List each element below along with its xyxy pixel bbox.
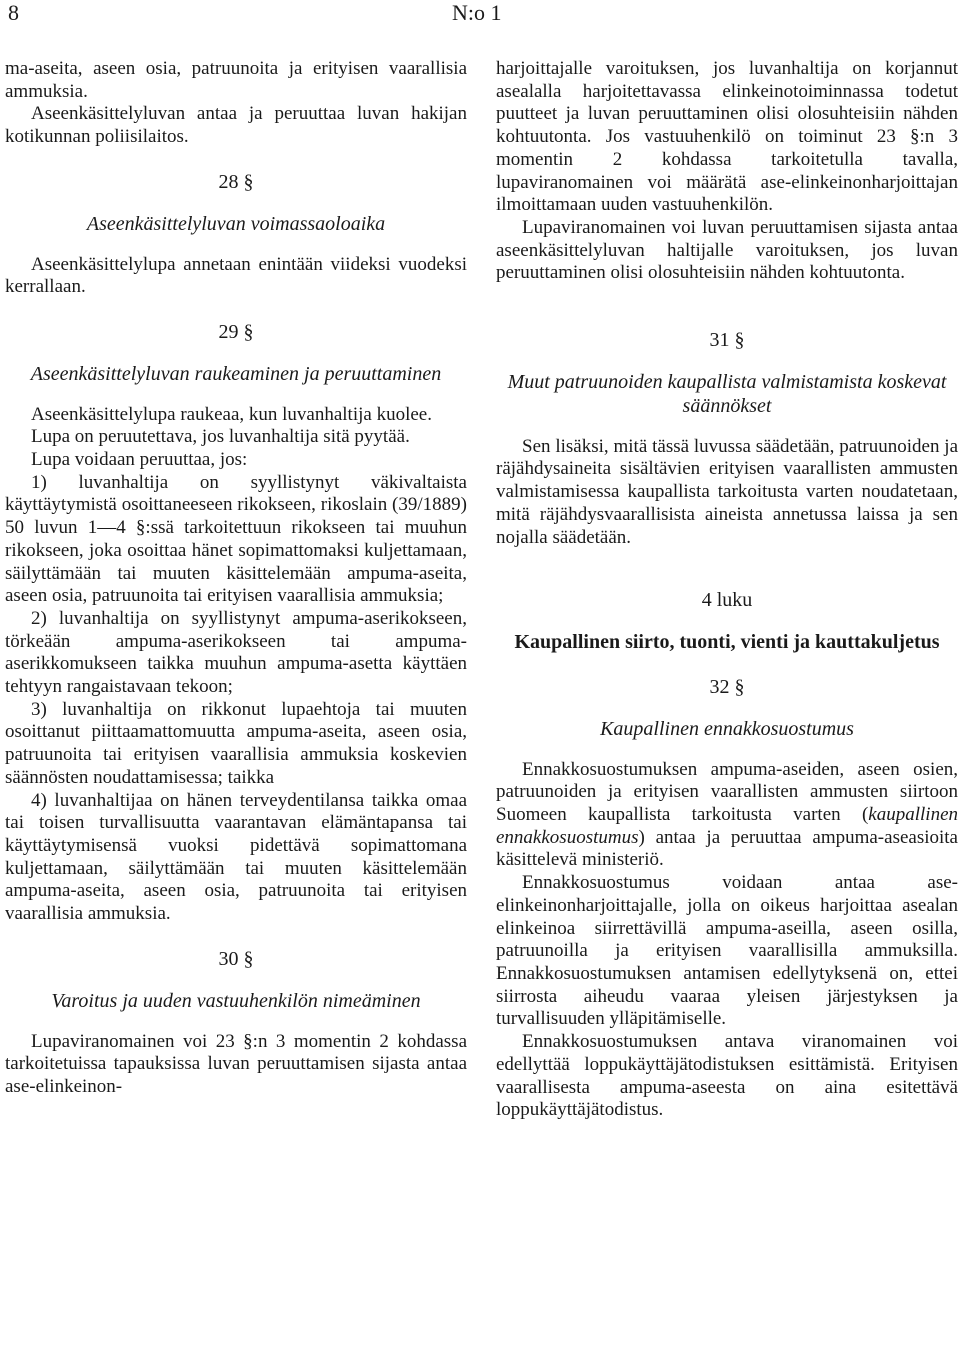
paragraph: harjoittajalle varoituksen, jos luvanhaltija on korjannut asealalla harjoitettavassa elinkeinotoiminnassa todetut puutteet ja luvan peruuttaminen olisi olosuhteisiin nähden kohtuutonta. Jos vastuuhenkilö on toiminut 23 §:n 3 momentin 2 kohdassa tarkoitetulla tavalla, lupaviranomainen voi määrätä ase-elinkeinonharjoittajan ilmoittamaan uuden vastuuhenkilön. xyxy=(496,58,958,216)
section-title: Kaupallinen ennakkosuostumus xyxy=(600,717,854,740)
section-number: 30 § xyxy=(218,947,254,970)
chapter-title: Kaupallinen siirto, tuonti, vienti ja kauttakuljetus xyxy=(514,630,940,653)
left-column xyxy=(5,58,467,1099)
paragraph: Lupa voidaan peruuttaa, jos: xyxy=(31,449,248,471)
page-number: 8 xyxy=(8,0,19,25)
issue-number: N:o 1 xyxy=(452,0,502,25)
section-number: 31 § xyxy=(709,329,745,352)
section-number: 32 § xyxy=(709,675,745,698)
list-item: 1) luvanhaltija on syyllistynyt väkivaltaista käyttäytymistä osoittaneeseen rikokseen, rikoslain (39/1889) 50 luvun 1—4 §:ssä tarkoitettuun rikokseen tai muuhun rikokseen, joka osoittaa hänet sopimattomaksi kuljettamaan, säilyttämään tai muuten käsittelemään ampuma-aseita, aseen osia, patruunoita tai erityisen vaarallisia ammuksia; xyxy=(5,471,467,607)
list-item: 2) luvanhaltija on syyllistynyt ampuma-aserikokseen, törkeään ampuma-aserikokseen tai ampuma-aserikkomukseen taikka muuhun ampuma-asetta käyttäen tehtyyn rangaistavaan tekoon; xyxy=(5,607,467,698)
list-item: 3) luvanhaltija on rikkonut lupaehtoja tai muuten osoittanut piittaamattomuutta ampuma-aseita, aseen osia, patruunoita tai erityisen vaarallisia ammuksia koskevien säännösten noudattamisessa; taikka xyxy=(5,698,467,788)
paragraph xyxy=(496,759,958,873)
defined-term: kaupallinen ennakkosuostumus xyxy=(496,804,958,848)
right-column xyxy=(496,58,958,1122)
paragraph: Sen lisäksi, mitä tässä luvussa säädetään, patruunoiden ja räjähdysaineita sisältävien erityisen vaarallisten ammusten valmistamisessa kaupallista tarkoitusta varten noudatetaan, mitä räjähdysvaarallisista aineista annetussa laissa ja sen nojalla säädetään. xyxy=(496,435,958,548)
text-run: Ennakkosuostumuksen ampuma-aseiden, aseen osien, patruunoiden ja erityisen vaarallisten ammusten siirtoon Suomeen kaupallista tarkoitusta varten ( xyxy=(496,758,958,826)
list-item: 4) luvanhaltijaa on hänen terveydentilansa taikka omaa tai toisen turvallisuutta vaarantavan elämäntapansa tai käyttäytymisensä vuoksi pidettävä sopimattomana kuljettamaan, säilyttämään tai muuten käsittelemään ampuma-aseita, aseen osia, patruunoita tai erityisen vaarallisia ammuksia. xyxy=(5,789,467,925)
paragraph: Lupaviranomainen voi 23 §:n 3 momentin 2 kohdassa tarkoitetuissa tapauksissa luvan peruuttamisen sijasta antaa ase-elinkeinon- xyxy=(5,1030,467,1097)
page-header xyxy=(0,0,960,40)
chapter-number: 4 luku xyxy=(701,589,753,612)
text-run: ) antaa ja peruuttaa ampuma-aseasioita käsittelevä ministeriö. xyxy=(496,826,958,871)
section-title: Aseenkäsittelyluvan raukeaminen ja peruuttaminen xyxy=(30,362,442,385)
paragraph: Aseenkäsittelyluvan antaa ja peruuttaa luvan hakijan kotikunnan poliisilaitos. xyxy=(5,103,467,148)
paragraph: ma-aseita, aseen osia, patruunoita ja erityisen vaarallisia ammuksia. xyxy=(5,58,467,102)
paragraph: Aseenkäsittelylupa raukeaa, kun luvanhaltija kuolee. xyxy=(31,403,432,425)
section-title: Aseenkäsittelyluvan voimassaoloaika xyxy=(86,212,386,235)
paragraph: Aseenkäsittelylupa annetaan enintään viideksi vuodeksi kerrallaan. xyxy=(5,253,467,298)
paragraph: Ennakkosuostumuksen antava viranomainen voi edellyttää loppukäyttäjätodistuksen esittämistä. Erityisen vaarallisesta ampuma-aseesta on aina esitettävä loppukäyttäjätodistus. xyxy=(496,1031,958,1121)
paragraph: Ennakkosuostumus voidaan antaa ase-elinkeinonharjoittajalle, jolla on oikeus harjoittaa asealan elinkeinoa siirrettävillä ampuma-aseilla, aseen osilla, patruunoilla ja erityisen vaarallisilla ammuksilla. Ennakkosuostumuksen antamisen edellytyksenä on, ettei siirrosta aiheudu vaaraa yleisen järjestyksen ja turvallisuuden ylläpitämiselle. xyxy=(496,872,958,1030)
section-title: Varoitus ja uuden vastuuhenkilön nimeäminen xyxy=(51,989,421,1012)
section-number: 29 § xyxy=(218,320,254,343)
section-number: 28 § xyxy=(218,170,254,193)
section-title: Muut patruunoiden kaupallista valmistamista koskevat säännökset xyxy=(507,370,947,417)
paragraph: Lupa on peruutettava, jos luvanhaltija sitä pyytää. xyxy=(31,426,410,448)
paragraph: Lupaviranomainen voi luvan peruuttamisen sijasta antaa aseenkäsittelyluvan haltijalle varoituksen, jos luvan peruuttaminen olisi olosuhteisiin nähden kohtuutonta. xyxy=(496,216,958,284)
